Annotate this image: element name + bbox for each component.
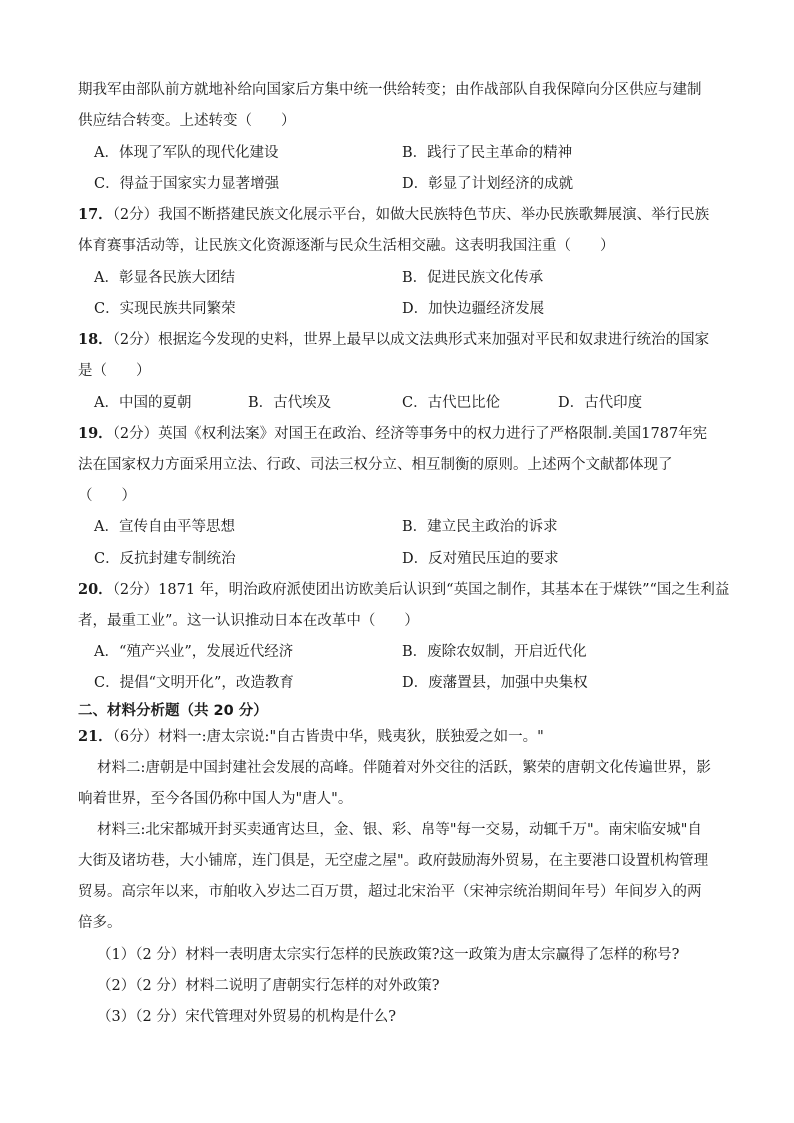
q21-subquestion-2: （2）（2 分）材料二说明了唐朝实行怎样的对外政策? (97, 978, 440, 994)
q19-option-b: B．建立民主政治的诉求 (402, 519, 558, 535)
q17-option-a: A．彰显各民族大团结 (94, 270, 235, 286)
q17-score: （2分） (112, 207, 159, 223)
q21-material3-line1: 材料三:北宋都城开封买卖通宵达旦，金、银、彩、帛等"每一交易，动辄千万"。南宋临安城"自 (97, 822, 702, 838)
q21-material2-line2: 响着世界，至今各国仍称中国人为"唐人"。 (78, 791, 353, 807)
q16-option-d: D．彰显了计划经济的成就 (402, 176, 574, 192)
q19-stem-text: 英国《权利法案》对国王在政治、经济等事务中的权力进行了严格限制.美国1787年宪 (158, 426, 708, 442)
q17-stem-text: 我国不断搭建民族文化展示平台，如做大民族特色节庆、举办民族歌舞展演、举行民族 (158, 207, 710, 223)
q20-option-d: D．废藩置县，加强中央集权 (402, 675, 588, 691)
q18-score: （2分） (112, 332, 159, 348)
q18-stem-text: 根据迄今发现的史料，世界上最早以成文法典形式来加强对平民和奴隶进行统治的国家 (158, 332, 710, 348)
q18-option-d: D．古代印度 (558, 395, 643, 411)
q21-subquestion-1: （1）（2 分）材料一表明唐太宗实行怎样的民族政策?这一政策为唐太宗赢得了怎样的称号? (97, 947, 680, 963)
q19-number: 19． (78, 425, 113, 442)
section-heading: 二、材料分析题（共 20 分） (78, 703, 268, 719)
q20-option-a: A．“殖产兴业”，发展近代经济 (94, 644, 294, 660)
q21-material3-line4: 倍多。 (78, 915, 122, 931)
q19-stem-line2: 法在国家权力方面采用立法、行政、司法三权分立、相互制衡的原则。上述两个文献都体现了 (78, 457, 673, 473)
q17-option-c: C．实现民族共同繁荣 (94, 301, 236, 317)
q19-option-d: D．反对殖民压迫的要求 (402, 551, 559, 567)
q21-material1 (78, 727, 544, 747)
q18-stem-line1 (78, 330, 709, 350)
q18-stem-line2: 是（ ） (78, 363, 151, 379)
q20-stem-text: 1871 年，明治政府派使团出访欧美后认识到“英国之制作，其基本在于煤铁”“国之生利益 (158, 582, 730, 598)
q20-stem-line1 (78, 580, 729, 600)
q19-stem-line1 (78, 424, 707, 444)
q18-number: 18． (78, 331, 113, 348)
q20-stem-line2: 者，最重工业”。这一认识推动日本在改革中（ ） (78, 613, 419, 629)
q17-option-d: D．加快边疆经济发展 (402, 301, 545, 317)
q20-number: 20． (78, 581, 113, 598)
q19-score: （2分） (112, 426, 159, 442)
q17-stem-line2: 体育赛事活动等，让民族文化资源逐渐与民众生活相交融。这表明我国注重（ ） (78, 238, 615, 254)
q21-subquestion-3: （3）（2 分）宋代管理对外贸易的机构是什么? (97, 1009, 397, 1025)
q18-option-b: B．古代埃及 (248, 395, 332, 411)
q16-option-a: A．体现了军队的现代化建设 (94, 145, 279, 161)
q19-option-c: C．反抗封建专制统治 (94, 551, 236, 567)
q16-stem-line2: 供应结合转变。上述转变（ ） (78, 113, 296, 129)
q21-material2-line1: 材料二:唐朝是中国封建社会发展的高峰。伴随着对外交往的活跃，繁荣的唐朝文化传遍世界，影 (97, 760, 711, 776)
q21-score: （6分） (112, 729, 159, 745)
q21-number: 21． (78, 728, 113, 745)
q19-stem-line3: （ ） (78, 488, 136, 504)
q19-option-a: A．宣传自由平等思想 (94, 519, 235, 535)
q16-option-c: C．得益于国家实力显著增强 (94, 176, 280, 192)
q17-option-b: B．促进民族文化传承 (402, 270, 544, 286)
q16-option-b: B．践行了民主革命的精神 (402, 145, 573, 161)
q20-option-b: B．废除农奴制，开启近代化 (402, 644, 587, 660)
q21-material3-line3: 贸易。高宗年以来，市舶收入岁达二百万贯，超过北宋治平（宋神宗统治期间年号）年间岁入的两 (78, 884, 702, 900)
q20-option-c: C．提倡“文明开化”，改造教育 (94, 675, 294, 691)
q18-option-c: C．古代巴比伦 (402, 395, 501, 411)
q17-stem-line1 (78, 205, 709, 225)
q20-score: （2分） (112, 582, 159, 598)
q17-number: 17． (78, 206, 113, 223)
q18-option-a: A．中国的夏朝 (94, 395, 192, 411)
q21-material3-line2: 大街及诸坊巷，大小铺席，连门俱是，无空虚之屋"。政府鼓励海外贸易，在主要港口设置机构管理 (78, 853, 709, 869)
q16-stem-line1: 期我军由部队前方就地补给向国家后方集中统一供给转变；由作战部队自我保障向分区供应与建制 (78, 82, 702, 98)
q21-material1-text: 材料一:唐太宗说:"自古皆贵中华，贱夷狄，朕独爱之如一。" (158, 729, 544, 745)
